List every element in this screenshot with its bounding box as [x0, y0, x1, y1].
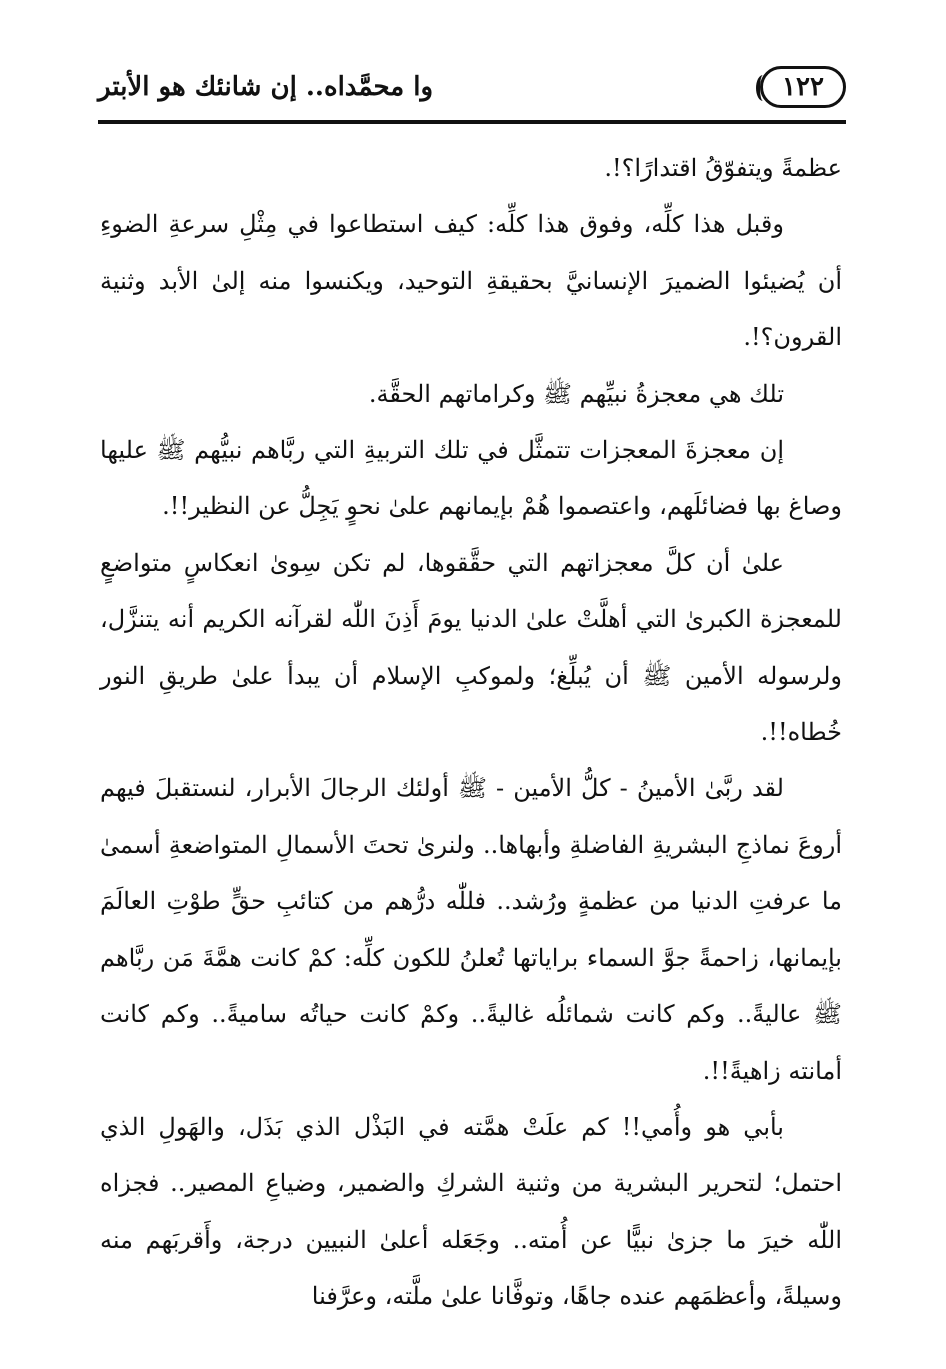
- body-text: [100, 140, 842, 1325]
- paragraph: لقد ربَّىٰ الأمينُ - كلُّ الأمين - ﷺ أولئك الرجالَ الأبرار، لنستقبلَ فيهم أروعَ نماذجِ البشريةِ الفاضلةِ وأبهاها.. ولنرىٰ تحتَ الأسمالِ المتواضعةِ أسمىٰ ما عرفتِ الدنيا من عظمةٍ ورُشد.. فللّٰه درُّهم من كتائبِ حقٍّ طوْتِ العالَمَ بإيمانها، زاحمةً جوَّ السماء براياتها تُعلنُ للكون كلِّه: كمْ كانت همَّةَ مَن ربَّاهم ﷺ عاليةً.. وكم كانت شمائلُه غاليةً.. وكمْ كانت حياتُه ساميةً.. وكم كانت أمانته زاهيةً!!.: [100, 774, 842, 1085]
- running-title: وا محمَّداه.. إن شانئك هو الأبتر: [98, 72, 434, 102]
- paragraph: علىٰ أن كلَّ معجزاتهم التي حقَّقوها، لم تكن سِوىٰ انعكاسٍ متواضعٍ للمعجزة الكبرىٰ التي أهلَّتْ علىٰ الدنيا يومَ أَذِنَ اللّٰه لقرآنه الكريم أنه يتنزَّل، ولرسوله الأمين ﷺ أن يُبلِّغ؛ ولموكبِ الإسلام أن يبدأ علىٰ طريقِ النور خُطاه!!.: [100, 548, 842, 747]
- paragraph: بأبي هو وأُمي!! كم علَتْ همَّته في البَذْل الذي بَذَل، والهَولِ الذي احتمل؛ لتحرير البشرية من وثنية الشركِ والضمير، وضياعِ المصير.. فجزاه اللّٰه خيرَ ما جزىٰ نبيًّا عن أُمته.. وجَعَله أعلىٰ النبيين درجة، وأَقربَهم منه وسيلةً، وأعظمَهم عنده جاهًا، وتوفَّانا علىٰ ملَّته، وعرَّفنا: [100, 1112, 842, 1311]
- paragraph: تلك هي معجزةُ نبيِّهم ﷺ وكراماتهم الحقَّة.: [368, 379, 784, 408]
- paragraph-continuation: عظمةً ويتفوّقُ اقتدارًا؟!.: [604, 154, 842, 182]
- page-header: [98, 62, 846, 126]
- page-number: ١٢٢: [760, 66, 846, 108]
- paragraph: وقبل هذا كلِّه، وفوق هذا كلِّه: كيف استطاعوا في مِثْلِ سرعةِ الضوءِ أن يُضيئوا الضميرَ الإنسانيَّ بحقيقةِ التوحيد، ويكنسوا منه إلىٰ الأبد وثنية القرون؟!.: [100, 210, 842, 352]
- paragraph: إن معجزةَ المعجزات تتمثَّل في تلك التربيةِ التي ربَّاهم نبيُّهم ﷺ عليها وصاغ بها فضائلَهم، واعتصموا هُمْ بإيمانهم علىٰ نحوٍ يَجِلُّ عن النظير!!.: [100, 436, 842, 521]
- header-rule: [98, 120, 846, 124]
